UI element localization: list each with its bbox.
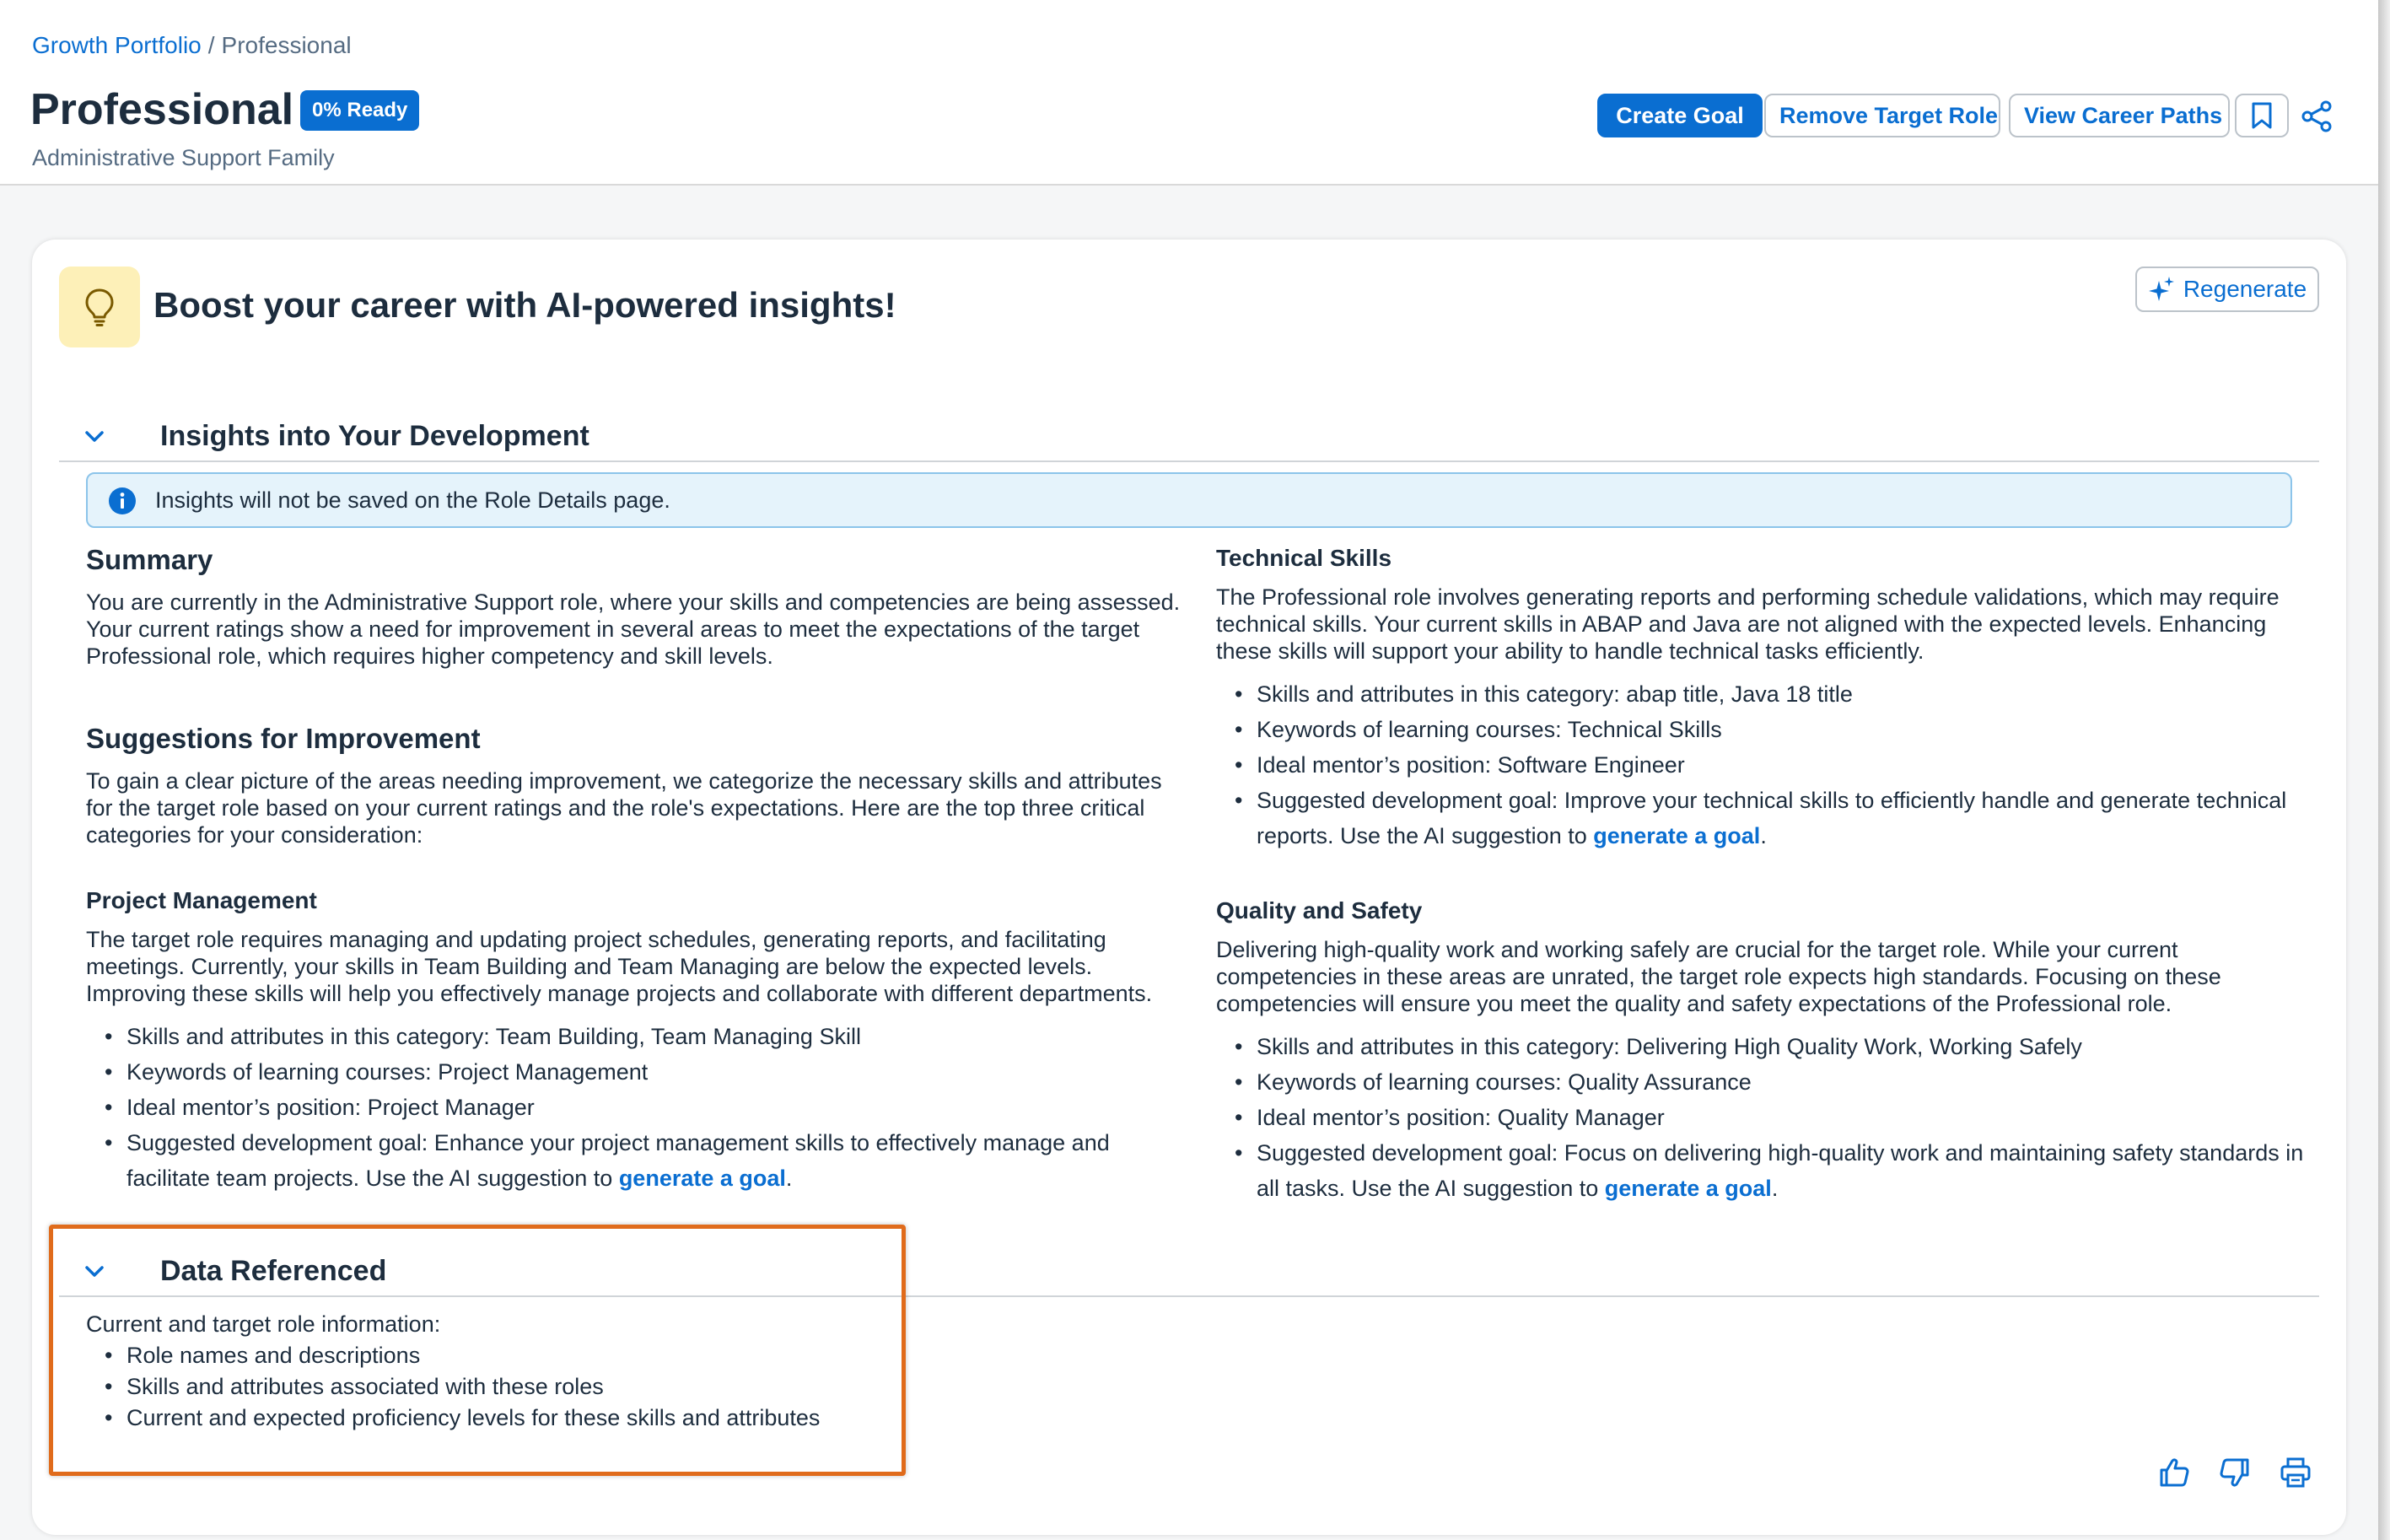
breadcrumb-link-growth-portfolio[interactable]: Growth Portfolio — [32, 32, 202, 58]
create-goal-button[interactable]: Create Goal — [1597, 94, 1763, 137]
project-management-bullets — [86, 1019, 1182, 1196]
bookmark-icon — [2251, 102, 2273, 129]
suggestions-text: To gain a clear picture of the areas needing improvement, we categorize the necessary skills and attributes for the target role based on your current ratings and the role's expectations. Here are the top three critical categories for your consideration: — [86, 768, 1162, 848]
quality-safety-bullets — [1216, 1029, 2312, 1206]
insights-section-title: Insights into Your Development — [160, 420, 589, 452]
like-button[interactable] — [2156, 1454, 2193, 1491]
regenerate-button[interactable] — [2135, 267, 2319, 312]
generate-goal-link[interactable]: generate a goal — [1593, 823, 1761, 848]
list-item: • Skills and attributes in this category: Team Building, Team Managing Skill — [86, 1019, 1182, 1054]
chevron-down-icon[interactable] — [83, 425, 106, 449]
list-item: • Keywords of learning courses: Quality Assurance — [1216, 1064, 2312, 1100]
project-management-text: The target role requires managing and updating project schedules, generating reports, and facilitating meetings. Currently, your skills in Team Building and Team Managing are below the expected levels. Improving these skills will help you effectively manage projects and collaborate with different departments. — [86, 927, 1153, 1006]
project-management-heading: Project Management — [86, 887, 317, 913]
goal-text: Suggested development goal: Focus on delivering high-quality work and maintaining safety standards in all tasks. Use the AI suggestion to — [1257, 1140, 2304, 1201]
view-career-paths-button[interactable]: View Career Paths — [2009, 94, 2230, 137]
suggestions-heading: Suggestions for Improvement — [86, 723, 481, 754]
print-icon — [2280, 1457, 2312, 1489]
bookmark-button[interactable] — [2235, 94, 2289, 137]
lightbulb-icon — [83, 287, 116, 327]
data-referenced-title: Data Referenced — [160, 1255, 387, 1287]
insights-left-column — [86, 543, 1182, 1196]
insights-right-column — [1216, 543, 2312, 1206]
goal-end: . — [785, 1166, 793, 1191]
quality-safety-heading: Quality and Safety — [1216, 897, 1423, 923]
list-item: • Keywords of learning courses: Technical Skills — [1216, 712, 2312, 747]
breadcrumb-separator: / — [207, 32, 215, 58]
insights-section-header[interactable] — [59, 413, 2319, 462]
dislike-button[interactable] — [2216, 1454, 2253, 1491]
thumbs-up-icon — [2158, 1457, 2190, 1489]
page-title: Professional — [30, 85, 294, 134]
info-icon — [108, 487, 137, 515]
breadcrumb — [32, 32, 352, 59]
goal-end: . — [1771, 1176, 1779, 1201]
data-referenced-intro: Current and target role information: — [86, 1311, 441, 1337]
sparkle-icon — [2148, 276, 2175, 303]
breadcrumb-current: Professional — [221, 32, 352, 58]
generate-goal-link[interactable]: generate a goal — [618, 1166, 786, 1191]
generate-goal-link[interactable]: generate a goal — [1604, 1176, 1772, 1201]
technical-skills-text: The Professional role involves generating reports and performing schedule validations, which may require technical skills. Your current skills in ABAP and Java are not aligned with the expected levels. Enhancing these skills will support your ability to handle technical tasks efficiently. — [1216, 584, 2280, 664]
list-item: • Role names and descriptions — [86, 1340, 820, 1371]
list-item-goal — [1216, 1135, 2312, 1206]
technical-skills-bullets — [1216, 676, 2312, 853]
page-subtitle: Administrative Support Family — [32, 145, 335, 170]
list-item-goal — [1216, 783, 2312, 853]
share-icon — [2301, 100, 2334, 133]
list-item-goal — [86, 1125, 1182, 1196]
print-button[interactable] — [2277, 1454, 2314, 1491]
goal-text: Suggested development goal: Enhance your project management skills to effectively manage and facilitate team projects. Use the AI suggestion to — [126, 1130, 1110, 1191]
lightbulb-icon-container — [59, 267, 140, 347]
highlight-annotation-box — [49, 1225, 906, 1476]
info-message-text: Insights will not be saved on the Role Details page. — [155, 487, 670, 513]
thumbs-down-icon — [2219, 1457, 2251, 1489]
goal-text: Suggested development goal: Improve your technical skills to efficiently handle and generate technical reports. Use the AI suggestion to — [1257, 788, 2287, 848]
info-message-strip — [86, 472, 2292, 528]
goal-end: . — [1760, 823, 1767, 848]
list-item: • Ideal mentor’s position: Project Manager — [86, 1090, 1182, 1125]
list-item: • Current and expected proficiency levels for these skills and attributes — [86, 1403, 820, 1434]
regenerate-label: Regenerate — [2183, 276, 2307, 302]
technical-skills-heading: Technical Skills — [1216, 545, 1392, 571]
summary-text: You are currently in the Administrative Support role, where your skills and competencies are being assessed. Your current ratings show a need for improvement in several areas to meet the expectations of the target Professional role, which requires higher competency and skill levels. — [86, 590, 1181, 669]
page-header — [0, 0, 2378, 186]
remove-target-role-button[interactable]: Remove Target Role — [1764, 94, 2000, 137]
list-item: • Ideal mentor’s position: Quality Manager — [1216, 1100, 2312, 1135]
list-item: • Skills and attributes associated with these roles — [86, 1371, 820, 1403]
list-item: • Keywords of learning courses: Project Management — [86, 1054, 1182, 1090]
scrollbar-edge — [2378, 0, 2390, 1540]
list-item: • Skills and attributes in this category: abap title, Java 18 title — [1216, 676, 2312, 712]
list-item: • Ideal mentor’s position: Software Engineer — [1216, 747, 2312, 783]
list-item: • Skills and attributes in this category: Delivering High Quality Work, Working Safely — [1216, 1029, 2312, 1064]
summary-heading: Summary — [86, 544, 213, 575]
quality-safety-text: Delivering high-quality work and working safely are crucial for the target role. While your current competencies in these areas are unrated, the target role expects high standards. Focusing on these competencies will ensure you meet the quality and safety expectations of the Professional role. — [1216, 937, 2221, 1016]
share-button[interactable] — [2299, 98, 2336, 135]
status-badge: 0% Ready — [300, 90, 419, 131]
card-title: Boost your career with AI-powered insights! — [153, 285, 896, 325]
